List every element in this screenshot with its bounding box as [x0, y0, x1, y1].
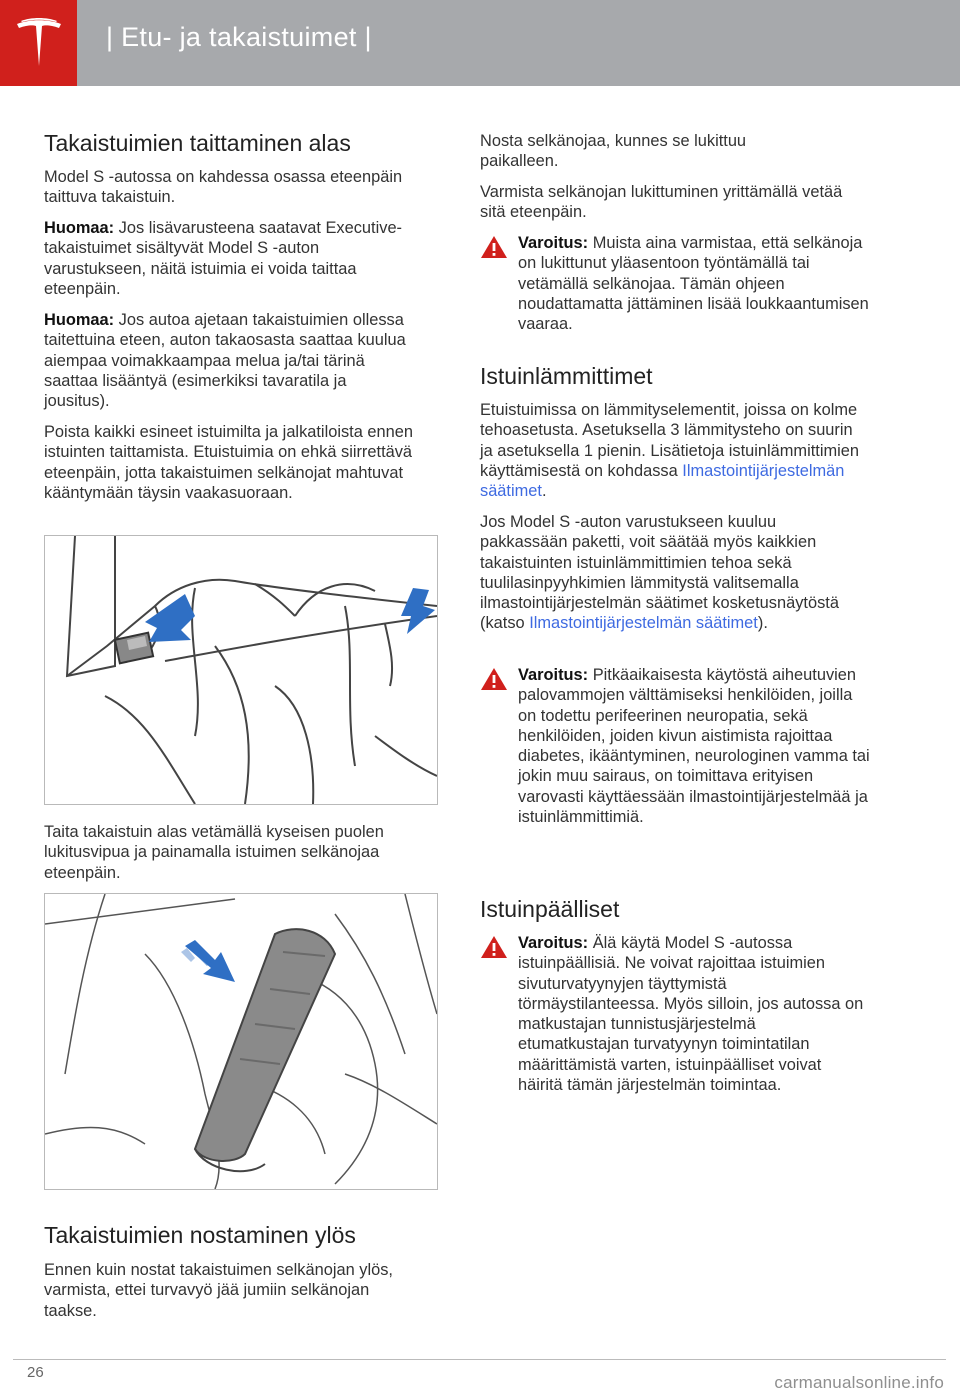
heading-seat-heaters: Istuinlämmittimet — [480, 363, 653, 389]
figure-seatback-folding — [44, 893, 438, 1190]
paragraph-remove-items: Poista kaikki esineet istuimilta ja jalkatiloista ennen istuinten taittamista. Etuistuimia on ehkä siirrettävä eteenpäin, jotta takaistuimen selkänojat mahtuvat kääntymään täysin vaakasuoraan. — [44, 423, 413, 502]
warning-text — [518, 933, 870, 1095]
warning-body: Älä käytä Model S -autossa istuinpäällisiä. Ne voivat rajoittaa istuimien sivuturvatyynyjen täyttymistä törmäystilanteessa. Myös silloin, jos autossa on matkustajan tunnistusjärjestelmä etumatkustajan turvatyynyn toimintatilan määrittämistä varten, istuinpäälliset voivat häiritä tämän järjestelmän toimintaa. — [518, 934, 864, 1095]
page-header — [0, 0, 960, 86]
paragraph-text: Etuistuimissa on lämmityselementit, joissa on kolme tehoasetusta. Asetuksella 3 lämmitysteho on suurin ja asetuksella 1 pienin. Lisätietoja istuinlämmittimien käyttämisestä on kohdassa — [480, 401, 859, 480]
warning-text — [518, 665, 870, 827]
arrow-right-lever — [401, 588, 435, 634]
warning-lock-check — [480, 233, 880, 337]
link-climate-controls[interactable]: Ilmastointijärjestelmän säätimet — [529, 614, 758, 633]
note-driving-folded — [44, 310, 414, 411]
heading-seat-covers: Istuinpäälliset — [480, 896, 620, 922]
heading-fold-down: Takaistuimien taittaminen alas — [44, 130, 351, 156]
warning-label: Varoitus: — [518, 934, 589, 952]
warning-text — [518, 233, 870, 334]
section-title: | Etu- ja takaistuimet | — [106, 22, 372, 52]
watermark: carmanualsonline.info — [774, 1373, 944, 1392]
brand-logo — [0, 0, 77, 86]
illustration-seatback-fold — [45, 894, 437, 1189]
note-label: Huomaa: — [44, 311, 115, 329]
figure-seat-release-levers — [44, 535, 438, 805]
arrow-left-lever — [145, 594, 195, 642]
note-text: Jos lisävarusteena saatavat Executive-takaistuimet sisältyvät Model S -auton varustukseen, näitä istuimia ei voida taittaa eteenpäin. — [44, 219, 403, 298]
caption-fold-seat: Taita takaistuin alas vetämällä kyseisen puolen lukitusvipua ja painamalla istuimen selkänojaa eteenpäin. — [44, 823, 384, 882]
arrow-fold-forward — [181, 940, 235, 982]
paragraph-heater-settings — [480, 400, 868, 501]
warning-icon — [480, 235, 508, 259]
warning-label: Varoitus: — [518, 234, 589, 252]
paragraph-cold-weather-package — [480, 512, 868, 634]
paragraph-intro: Model S -autossa on kahdessa osassa eteenpäin taittuva takaistuin. — [44, 168, 403, 207]
illustration-rear-seat-levers — [45, 536, 437, 804]
note-label: Huomaa: — [44, 219, 115, 237]
link-climate-controls[interactable]: Ilmastointijärjestelmän säätimet — [480, 461, 845, 501]
paragraph-seatbelt-check: Ennen kuin nostat takaistuimen selkänojan ylös, varmista, ettei turvavyö jää jumiin selkänojan taakse. — [44, 1261, 393, 1320]
warning-label: Varoitus: — [518, 666, 589, 684]
page-number: 26 — [27, 1364, 44, 1381]
tesla-logo-icon — [15, 18, 63, 68]
warning-body: Pitkäaikaisesta käytöstä aiheutuvien palovammojen välttämiseksi henkilöiden, joilla on todettu perifeerinen neuropatia, sekä henkilöiden, joiden kivun aistimista rajoittaa diabetes, ikääntyminen, neurologinen vamma tai jokin muu sairaus, on toimittava erityisen varovasti käyttäessään ilmastointijärjestelmää ja istuinlämmittimiä. — [518, 666, 870, 827]
heading-raise-up: Takaistuimien nostaminen ylös — [44, 1222, 356, 1248]
warning-burns — [480, 665, 880, 871]
warning-seat-covers — [480, 933, 880, 1119]
paragraph-text: ). — [757, 614, 768, 633]
paragraph-lift-seatback: Nosta selkänojaa, kunnes se lukittuu paikalleen. — [480, 132, 747, 171]
warning-icon — [480, 667, 508, 691]
paragraph-verify-lock: Varmista selkänojan lukittuminen yrittämällä vetää sitä eteenpäin. — [480, 183, 843, 222]
note-text: Jos autoa ajetaan takaistuimien ollessa taitettuina eteen, auton takaosasta saattaa kuulua aiempaa voimakkaampaa melua ja/tai tärinä saattaa lisääntyä (esimerkiksi tavaratila ja jousitus). — [44, 311, 406, 411]
footer-divider — [13, 1359, 946, 1360]
note-executive-seats — [44, 218, 414, 299]
warning-body: Muista aina varmistaa, että selkänoja on lukittunut yläasentoon työntämällä tai vetämällä selkänojaa. Tämän ohjeen noudattamatta jättäminen lisää loukkaantumisen vaaraa. — [518, 234, 869, 334]
warning-icon — [480, 935, 508, 959]
paragraph-text: Jos Model S -auton varustukseen kuuluu pakkassään paketti, voit säätää myös kaikkien takaistuinten istuinlämmittimien tehoa sekä tuulilasinpyyhkimien lämmitystä valitsemalla ilmastointijärjestelmän säätimet kosketusnäytöstä (katso — [480, 513, 839, 633]
paragraph-text: . — [541, 482, 547, 501]
